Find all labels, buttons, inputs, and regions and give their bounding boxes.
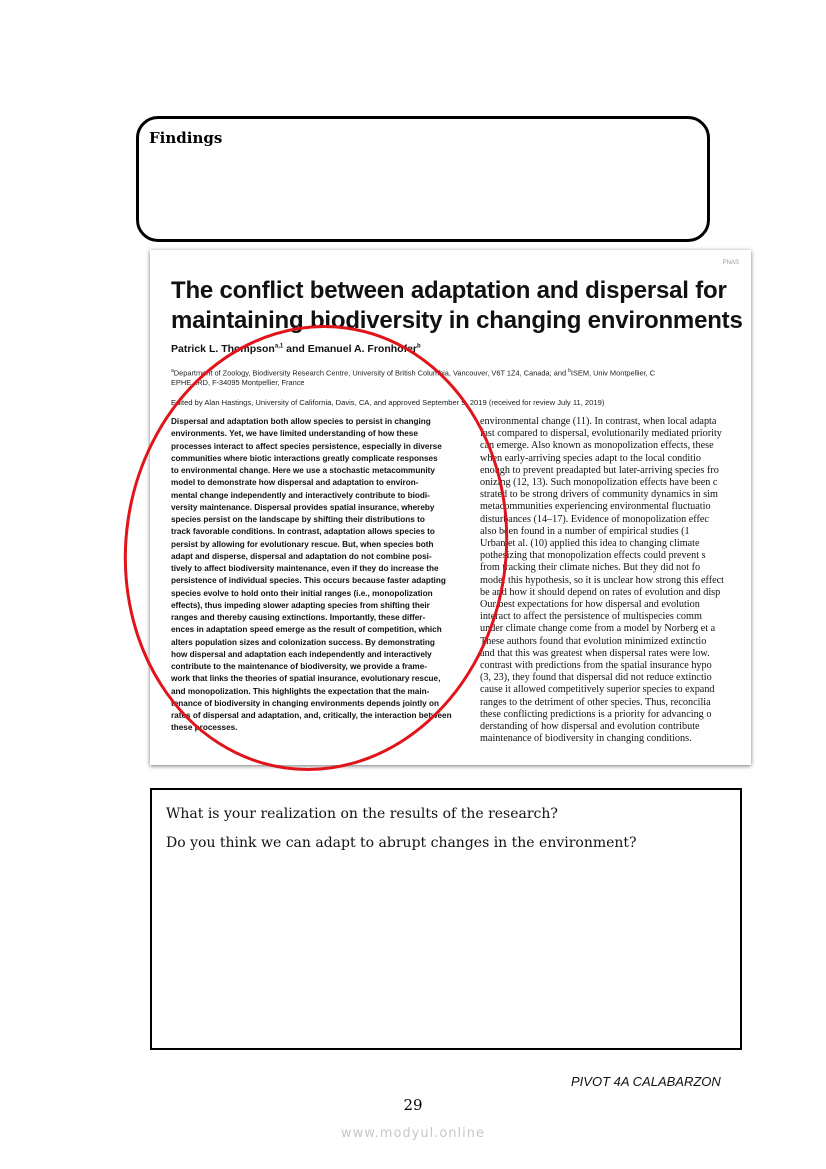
abstract-line: tenance of biodiversity in changing environments depends jointly on — [171, 698, 439, 708]
body-line: pothesizing that monopolization effects could prevent s — [480, 550, 706, 562]
page-number: 29 — [403, 1096, 423, 1114]
abstract-line: species evolve to hold onto their initial ranges (i.e., monopolization — [171, 588, 433, 598]
abstract-line: rates of dispersal and adaptation, and, critically, the interaction between — [171, 711, 452, 720]
body-line: strated to be strong drivers of community dynamics in sim — [480, 489, 718, 501]
abstract-line: work that links the theories of spatial insurance, evolutionary rescue, — [171, 674, 441, 684]
abstract-line: persistence of individual species. This occurs because faster adapting — [171, 576, 446, 586]
body-line: maintenance of biodiversity in changing conditions. — [480, 733, 692, 745]
abstract-line: how dispersal and adaptation each independently and interactively — [171, 649, 432, 659]
author-name: Emanuel A. Fronhofer — [307, 343, 418, 355]
abstract-line: alters population sizes and colonization success. By demonstrating — [171, 637, 435, 647]
body-line: under climate change come from a model by Norberg et a — [480, 623, 716, 635]
body-line: also been found in a number of empirical studies (1 — [480, 525, 690, 537]
body-line: contrast with predictions from the spatial insurance hypo — [480, 660, 712, 672]
question-box[interactable] — [150, 788, 742, 1050]
abstract-line: mental change independently and interactively contribute to biodi- — [171, 490, 430, 500]
abstract-line: model to demonstrate how dispersal and adaptation to environ- — [171, 478, 419, 488]
abstract-line: communities where biotic interactions greatly complicate responses — [171, 453, 438, 463]
body-line: from tracking their climate niches. But they did not fo — [480, 562, 701, 574]
author-separator: and — [283, 343, 308, 355]
abstract-line: track favorable conditions. In contrast, adaptation allows species to — [171, 527, 435, 537]
author-superscript: b — [417, 343, 421, 350]
body-line: Our best expectations for how dispersal and evolution — [480, 599, 700, 611]
abstract-line: persist by allowing for evolutionary rescue. But, when species both — [171, 539, 434, 549]
author-superscript: a,1 — [274, 343, 284, 350]
body-line: and that this was greatest when dispersal rates were low. — [480, 647, 710, 659]
footer-brand: PIVOT 4A CALABARZON — [571, 1074, 721, 1089]
body-line: interact to affect the persistence of multispecies comm — [480, 611, 702, 623]
body-line: (3, 23), they found that dispersal did not reduce extinctio — [480, 672, 712, 684]
abstract-line: versity maintenance. Dispersal provides spatial insurance, whereby — [171, 502, 435, 512]
body-line: disturbances (14–17). Evidence of monopolization effec — [480, 513, 709, 525]
journal-tag: PNAS — [722, 260, 739, 266]
abstract-line: these processes. — [171, 723, 238, 733]
affiliation-text: ISEM, Univ Montpellier, C — [570, 368, 656, 378]
body-line: cause it allowed competitively superior species to expand — [480, 684, 715, 696]
abstract-line: species persist on the landscape by shifting their distributions to — [171, 515, 425, 524]
body-line: can emerge. Also known as monopolization effects, these — [480, 440, 714, 452]
affiliation-text: EPHE, IRD, F-34095 Montpellier, France — [171, 378, 305, 388]
affiliation-text: Department of Zoology, Biodiversity Research Centre, University of British Columbia, Vancouver, V6T 1Z4, Canada; and — [173, 368, 569, 378]
findings-box — [136, 116, 710, 242]
abstract-line: to environmental change. Here we use a stochastic metacommunity — [171, 466, 435, 475]
paper-title — [171, 276, 751, 336]
body-line: Urban et al. (10) applied this idea to changing climate — [480, 538, 700, 550]
question-1: What is your realization on the results of the research? — [166, 806, 558, 822]
abstract-line: tively to affect biodiversity maintenance, even if they do increase the — [171, 564, 439, 573]
body-line: fast compared to dispersal, evolutionarily mediated priority — [480, 428, 722, 440]
body-line: environmental change (11). In contrast, when local adapta — [480, 416, 717, 427]
affiliation-marker: b — [568, 368, 571, 374]
body-line: ranges to the detriment of other species. Thus, reconcilia — [480, 696, 711, 708]
body-line: enough to prevent preadapted but later-arriving species fro — [480, 464, 719, 476]
affiliation-marker: a — [171, 368, 174, 374]
paper-affiliations — [171, 366, 751, 388]
abstract-line: environments. Yet, we have limited understanding of how these — [171, 429, 418, 439]
question-2: Do you think we can adapt to abrupt changes in the environment? — [166, 835, 637, 851]
abstract-line: Dispersal and adaptation both allow species to persist in changing — [171, 417, 431, 426]
watermark: www.modyul.online — [340, 1126, 486, 1141]
paper-title-line: maintaining biodiversity in changing environments — [171, 307, 743, 334]
body-line: these conflicting predictions is a priority for advancing o — [480, 708, 712, 720]
abstract-line: adapt and disperse, dispersal and adaptation do not combine posi- — [171, 551, 432, 561]
abstract-line: ences in adaptation speed emerge as the result of competition, which — [171, 625, 442, 635]
abstract-line: ranges and thereby causing extinctions. Importantly, these differ- — [171, 613, 426, 622]
paper-body-column — [480, 416, 751, 745]
body-line: when early-arriving species adapt to the local conditio — [480, 452, 701, 464]
abstract-line: and monopolization. This highlights the expectation that the main- — [171, 686, 430, 696]
findings-title: Findings — [149, 129, 223, 147]
author-name: Patrick L. Thompson — [171, 343, 275, 355]
body-line: be and how it should depend on rates of evolution and disp — [480, 586, 721, 598]
paper-abstract — [171, 416, 467, 735]
body-line: derstanding of how dispersal and evolution contribute — [480, 721, 700, 733]
abstract-line: processes interact to affect species persistence, especially in diverse — [171, 441, 442, 451]
body-line: onizing (12, 13). Such monopolization effects have been c — [480, 477, 718, 489]
body-line: model this hypothesis, so it is unclear how strong this effect — [480, 574, 724, 586]
paper-authors — [171, 343, 421, 355]
abstract-line: contribute to the maintenance of biodiversity, we provide a frame- — [171, 662, 427, 671]
edited-by: Edited by Alan Hastings, University of California, Davis, CA, and approved September 9, 2019 (received for review July 11, 2019) — [171, 398, 605, 407]
paper-title-line: The conflict between adaptation and dispersal for — [171, 277, 727, 304]
body-line: metacommunities experiencing environmental fluctuatio — [480, 501, 711, 513]
paper-excerpt-image — [150, 250, 751, 765]
abstract-line: effects), thus impeding slower adapting species from shifting their — [171, 600, 430, 610]
body-line: These authors found that evolution minimized extinctio — [480, 635, 707, 647]
